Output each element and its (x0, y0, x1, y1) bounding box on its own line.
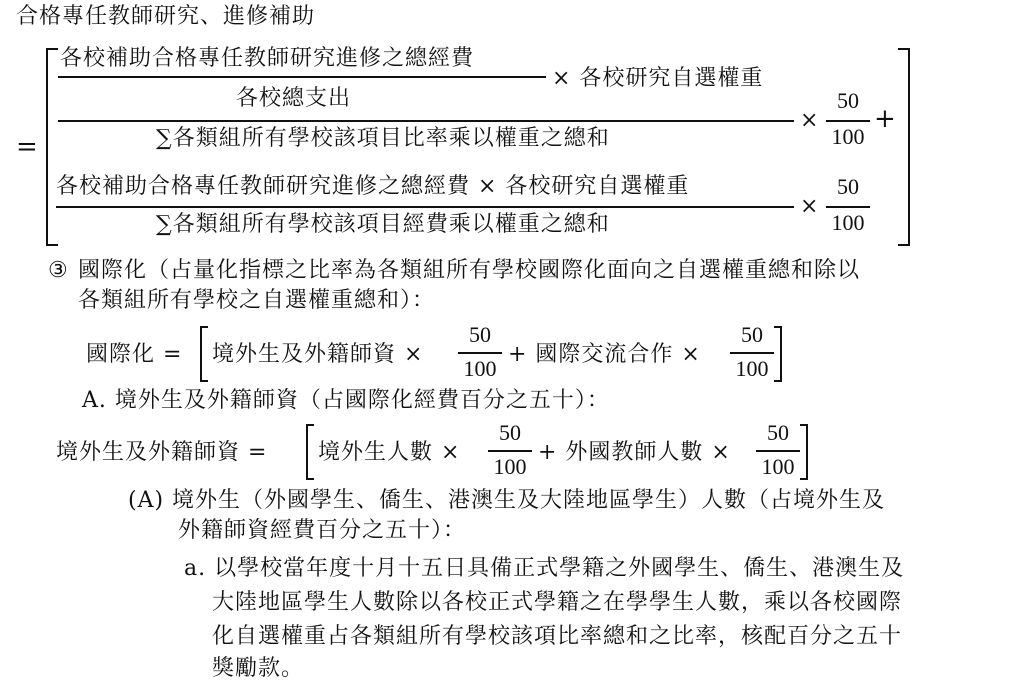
top-multiplier: × 各校研究自選權重 (552, 66, 764, 91)
formula-3-frac-2-num: 50 (767, 420, 789, 445)
times-sign-1: × (800, 108, 820, 133)
item-3-line-2: 各類組所有學校之自選權重總和）： (78, 288, 436, 313)
item-a-line-3: 化自選權重占各類組所有學校該項比率總和之比率，核配百分之五十 (212, 624, 903, 649)
formula-3-frac-1-den: 100 (493, 454, 527, 479)
main-fraction-line-2 (56, 206, 794, 208)
fraction-100-1: 100 (831, 124, 865, 149)
fraction-line-50-100-2 (826, 206, 870, 208)
item-A-paren-line-2: 外籍師資經費百分之五十）： (178, 518, 467, 543)
item-a-line-4: 獎勵款。 (212, 656, 305, 681)
formula-2-lhs: 國際化 = (86, 342, 183, 367)
formula-3-left-bracket (306, 424, 314, 480)
formula-2-term-2: + 國際交流合作 × (508, 342, 701, 367)
formula-3-frac-2-den: 100 (761, 454, 795, 479)
formula-3-frac-2-line (756, 450, 800, 452)
formula-3-frac-1-line (488, 450, 532, 452)
right-bracket (898, 48, 910, 246)
formula-2-frac-1-den: 100 (463, 356, 497, 381)
bottom-fraction-numerator: 各校補助合格專任教師研究進修之總經費 × 各校研究自選權重 (56, 174, 690, 199)
item-A-paren-line-1: (A) 境外生（外國學生、僑生、港澳生及大陸地區學生）人數（占境外生及 (128, 488, 886, 513)
formula-2-frac-2-num: 50 (741, 322, 763, 347)
formula-3-frac-1-num: 50 (499, 420, 521, 445)
item-a-line-2: 大陸地區學生人數除以各校正式學籍之在學學生人數，乘以各校國際 (212, 590, 903, 615)
section-heading: 合格專任教師研究、進修補助 (16, 4, 316, 29)
item-3-line-1: 國際化（占量化指標之比率為各類組所有學校國際化面向之自選權重總和除以 (78, 258, 861, 283)
plus-sign: + (874, 104, 897, 134)
fraction-50-1: 50 (837, 88, 859, 113)
inner-fraction-line (58, 76, 546, 78)
formula-2-frac-2-den: 100 (735, 356, 769, 381)
formula-2-frac-1-num: 50 (469, 322, 491, 347)
formula-3-term-1: 境外生人數 × (318, 440, 461, 465)
sigma-denominator-2: ∑各類組所有學校該項目經費乘以權重之總和 (156, 212, 610, 237)
item-a-line-1: a. 以學校當年度十月十五日具備正式學籍之外國學生、僑生、港澳生及 (184, 556, 905, 581)
formula-2-left-bracket (200, 326, 208, 382)
formula-3-term-2: + 外國教師人數 × (538, 440, 731, 465)
formula-3-lhs: 境外生及外籍師資 = (56, 440, 268, 465)
formula-2-frac-1-line (458, 352, 502, 354)
main-fraction-line-1 (58, 120, 794, 122)
formula-2-term-1: 境外生及外籍師資 × (212, 342, 424, 367)
fraction-50-2: 50 (837, 174, 859, 199)
item-A: A. 境外生及外籍師資（占國際化經費百分之五十）： (82, 388, 610, 413)
sigma-denominator-1: ∑各類組所有學校該項目比率乘以權重之總和 (156, 126, 610, 151)
top-fraction-denominator: 各校總支出 (236, 86, 352, 111)
fraction-line-50-100-1 (826, 120, 870, 122)
formula-3-right-bracket (800, 424, 808, 480)
times-sign-2: × (800, 194, 820, 219)
formula-2-right-bracket (774, 326, 782, 382)
formula-2-frac-2-line (730, 352, 774, 354)
equals-sign: = (16, 132, 39, 162)
left-bracket (46, 48, 58, 246)
top-fraction-numerator: 各校補助合格專任教師研究進修之總經費 (60, 46, 475, 71)
fraction-100-2: 100 (831, 210, 865, 235)
item-3-marker: ③ (48, 258, 69, 283)
